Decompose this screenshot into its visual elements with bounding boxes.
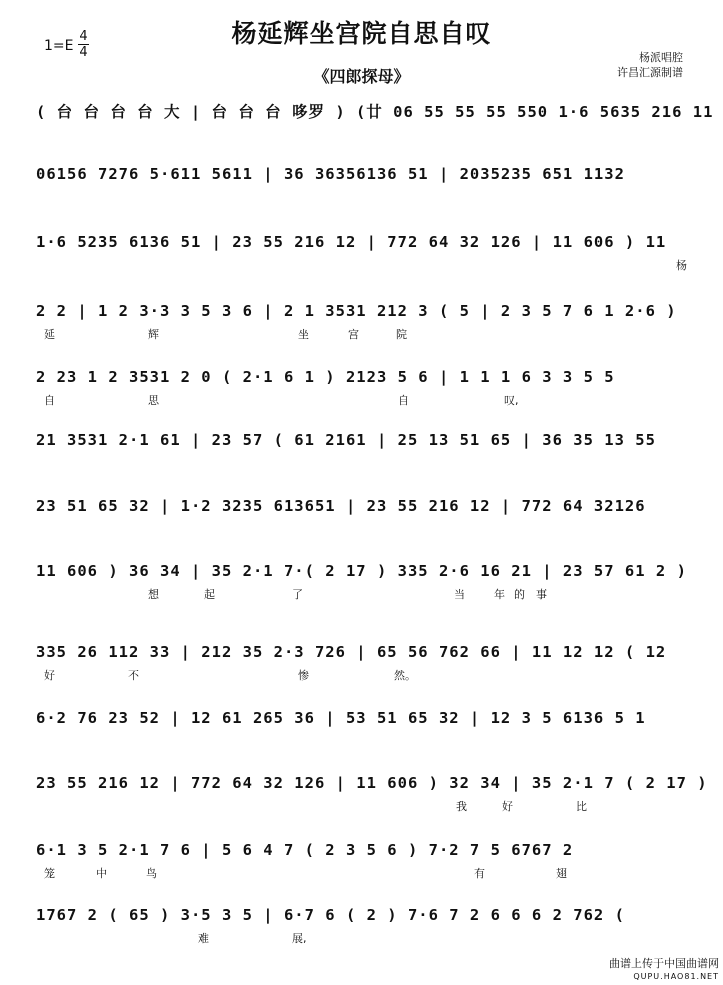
lyric-char: 自: [398, 394, 409, 407]
lyric-char: 笼: [44, 867, 55, 880]
score-row: [36, 835, 696, 865]
score-title: 杨延辉坐宫院自思自叹: [231, 19, 492, 48]
watermark-line1: 曲谱上传于中国曲谱网: [609, 957, 719, 970]
lyric-char: 起: [204, 588, 215, 601]
lyrics-line: [36, 930, 696, 944]
lyric-char: 年: [494, 588, 505, 601]
time-signature-bottom: 4: [79, 45, 88, 60]
lyric-char: 有: [474, 867, 485, 880]
key-signature: 1=E: [44, 38, 74, 54]
lyric-char: 了: [292, 588, 303, 601]
lyric-char: 好: [44, 669, 55, 682]
notation-line: 23 51 65 32 | 1·2 3235 613651 | 23 55 216 12 | 772 64 32126: [36, 497, 646, 515]
lyric-char: 宫: [348, 328, 359, 341]
lyrics-line: [36, 392, 696, 406]
lyric-char: 中: [96, 867, 107, 880]
lyric-char: 院: [396, 328, 407, 341]
notation-line: 1·6 5235 6136 51 | 23 55 216 12 | 772 64 32 126 | 11 606 ) 11: [36, 233, 667, 251]
notation-line: ( 台 台 台 台 大 | 台 台 台 哆罗 ) (廿 06 55 55 55 550 1·6 5635 216 11: [36, 103, 714, 121]
lyric-char: 杨: [676, 259, 687, 272]
lyric-char: 坐: [298, 328, 309, 341]
score-row: [36, 425, 696, 455]
lyrics-line: [36, 798, 696, 812]
score-row: [36, 703, 696, 733]
notation-line: 23 55 216 12 | 772 64 32 126 | 11 606 ) 32 34 | 35 2·1 7 ( 2 17 ): [36, 774, 708, 792]
score-row: [36, 159, 696, 189]
lyric-char: 不: [128, 669, 139, 682]
lyric-char: 事: [536, 588, 547, 601]
score-row: [36, 637, 696, 667]
notation-line: 06156 7276 5·611 5611 | 36 36356136 51 | 2035235 651 1132: [36, 165, 625, 183]
notation-line: 11 606 ) 36 34 | 35 2·1 7·( 2 17 ) 335 2·6 16 21 | 23 57 61 2 ): [36, 562, 687, 580]
lyric-char: 然。: [394, 669, 416, 682]
score-subtitle: 《四郎探母》: [313, 67, 410, 86]
lyric-char: 思: [148, 394, 159, 407]
lyrics-line: [36, 586, 696, 600]
watermark-footer: [609, 958, 719, 983]
lyric-char: 难: [198, 932, 209, 945]
score-row: [36, 96, 714, 126]
notation-line: 1767 2 ( 65 ) 3·5 3 5 | 6·7 6 ( 2 ) 7·6 7 2 6 6 6 2 762 (: [36, 906, 625, 924]
lyric-char: 翅: [556, 867, 567, 880]
score-row: [36, 296, 696, 326]
lyrics-line: [36, 257, 696, 271]
lyric-char: 鸟: [146, 867, 157, 880]
score-row: [36, 491, 696, 521]
lyrics-line: [36, 667, 696, 681]
lyric-char: 展,: [292, 932, 307, 945]
notation-line: 2 23 1 2 3531 2 0 ( 2·1 6 1 ) 2123 5 6 | 1 1 1 6 3 3 5 5: [36, 368, 615, 386]
lyric-char: 好: [502, 800, 513, 813]
notation-line: 6·2 76 23 52 | 12 61 265 36 | 53 51 65 32 | 12 3 5 6136 5 1: [36, 709, 646, 727]
lyric-char: 辉: [148, 328, 159, 341]
notation-line: 21 3531 2·1 61 | 23 57 ( 61 2161 | 25 13 51 65 | 36 35 13 55: [36, 431, 656, 449]
lyrics-line: [36, 326, 696, 340]
lyric-char: 比: [576, 800, 587, 813]
lyric-char: 惨: [298, 669, 309, 682]
credit-transcriber: 许昌汇源制谱: [617, 66, 683, 79]
lyric-char: 的: [514, 588, 525, 601]
credit-singing-style: 杨派唱腔: [639, 51, 683, 64]
lyric-char: 想: [148, 588, 159, 601]
lyric-char: 我: [456, 800, 467, 813]
lyric-char: 当: [454, 588, 465, 601]
lyric-char: 延: [44, 328, 55, 341]
score-row: [36, 227, 696, 257]
time-signature: [78, 30, 89, 59]
lyric-char: 自: [44, 394, 55, 407]
watermark-line2: QUPU.HAO81.NET: [633, 972, 719, 981]
lyric-char: 叹,: [504, 394, 519, 407]
notation-line: 6·1 3 5 2·1 7 6 | 5 6 4 7 ( 2 3 5 6 ) 7·2 7 5 6767 2: [36, 841, 574, 859]
time-signature-top: 4: [79, 29, 88, 44]
notation-line: 335 26 112 33 | 212 35 2·3 726 | 65 56 762 66 | 11 12 12 ( 12: [36, 643, 667, 661]
score-row: [36, 556, 696, 586]
lyrics-line: [36, 865, 696, 879]
score-row: [36, 362, 696, 392]
score-row: [36, 900, 696, 930]
notation-line: 2 2 | 1 2 3·3 3 5 3 6 | 2 1 3531 212 3 ( 5 | 2 3 5 7 6 1 2·6 ): [36, 302, 677, 320]
score-row: [36, 768, 708, 798]
